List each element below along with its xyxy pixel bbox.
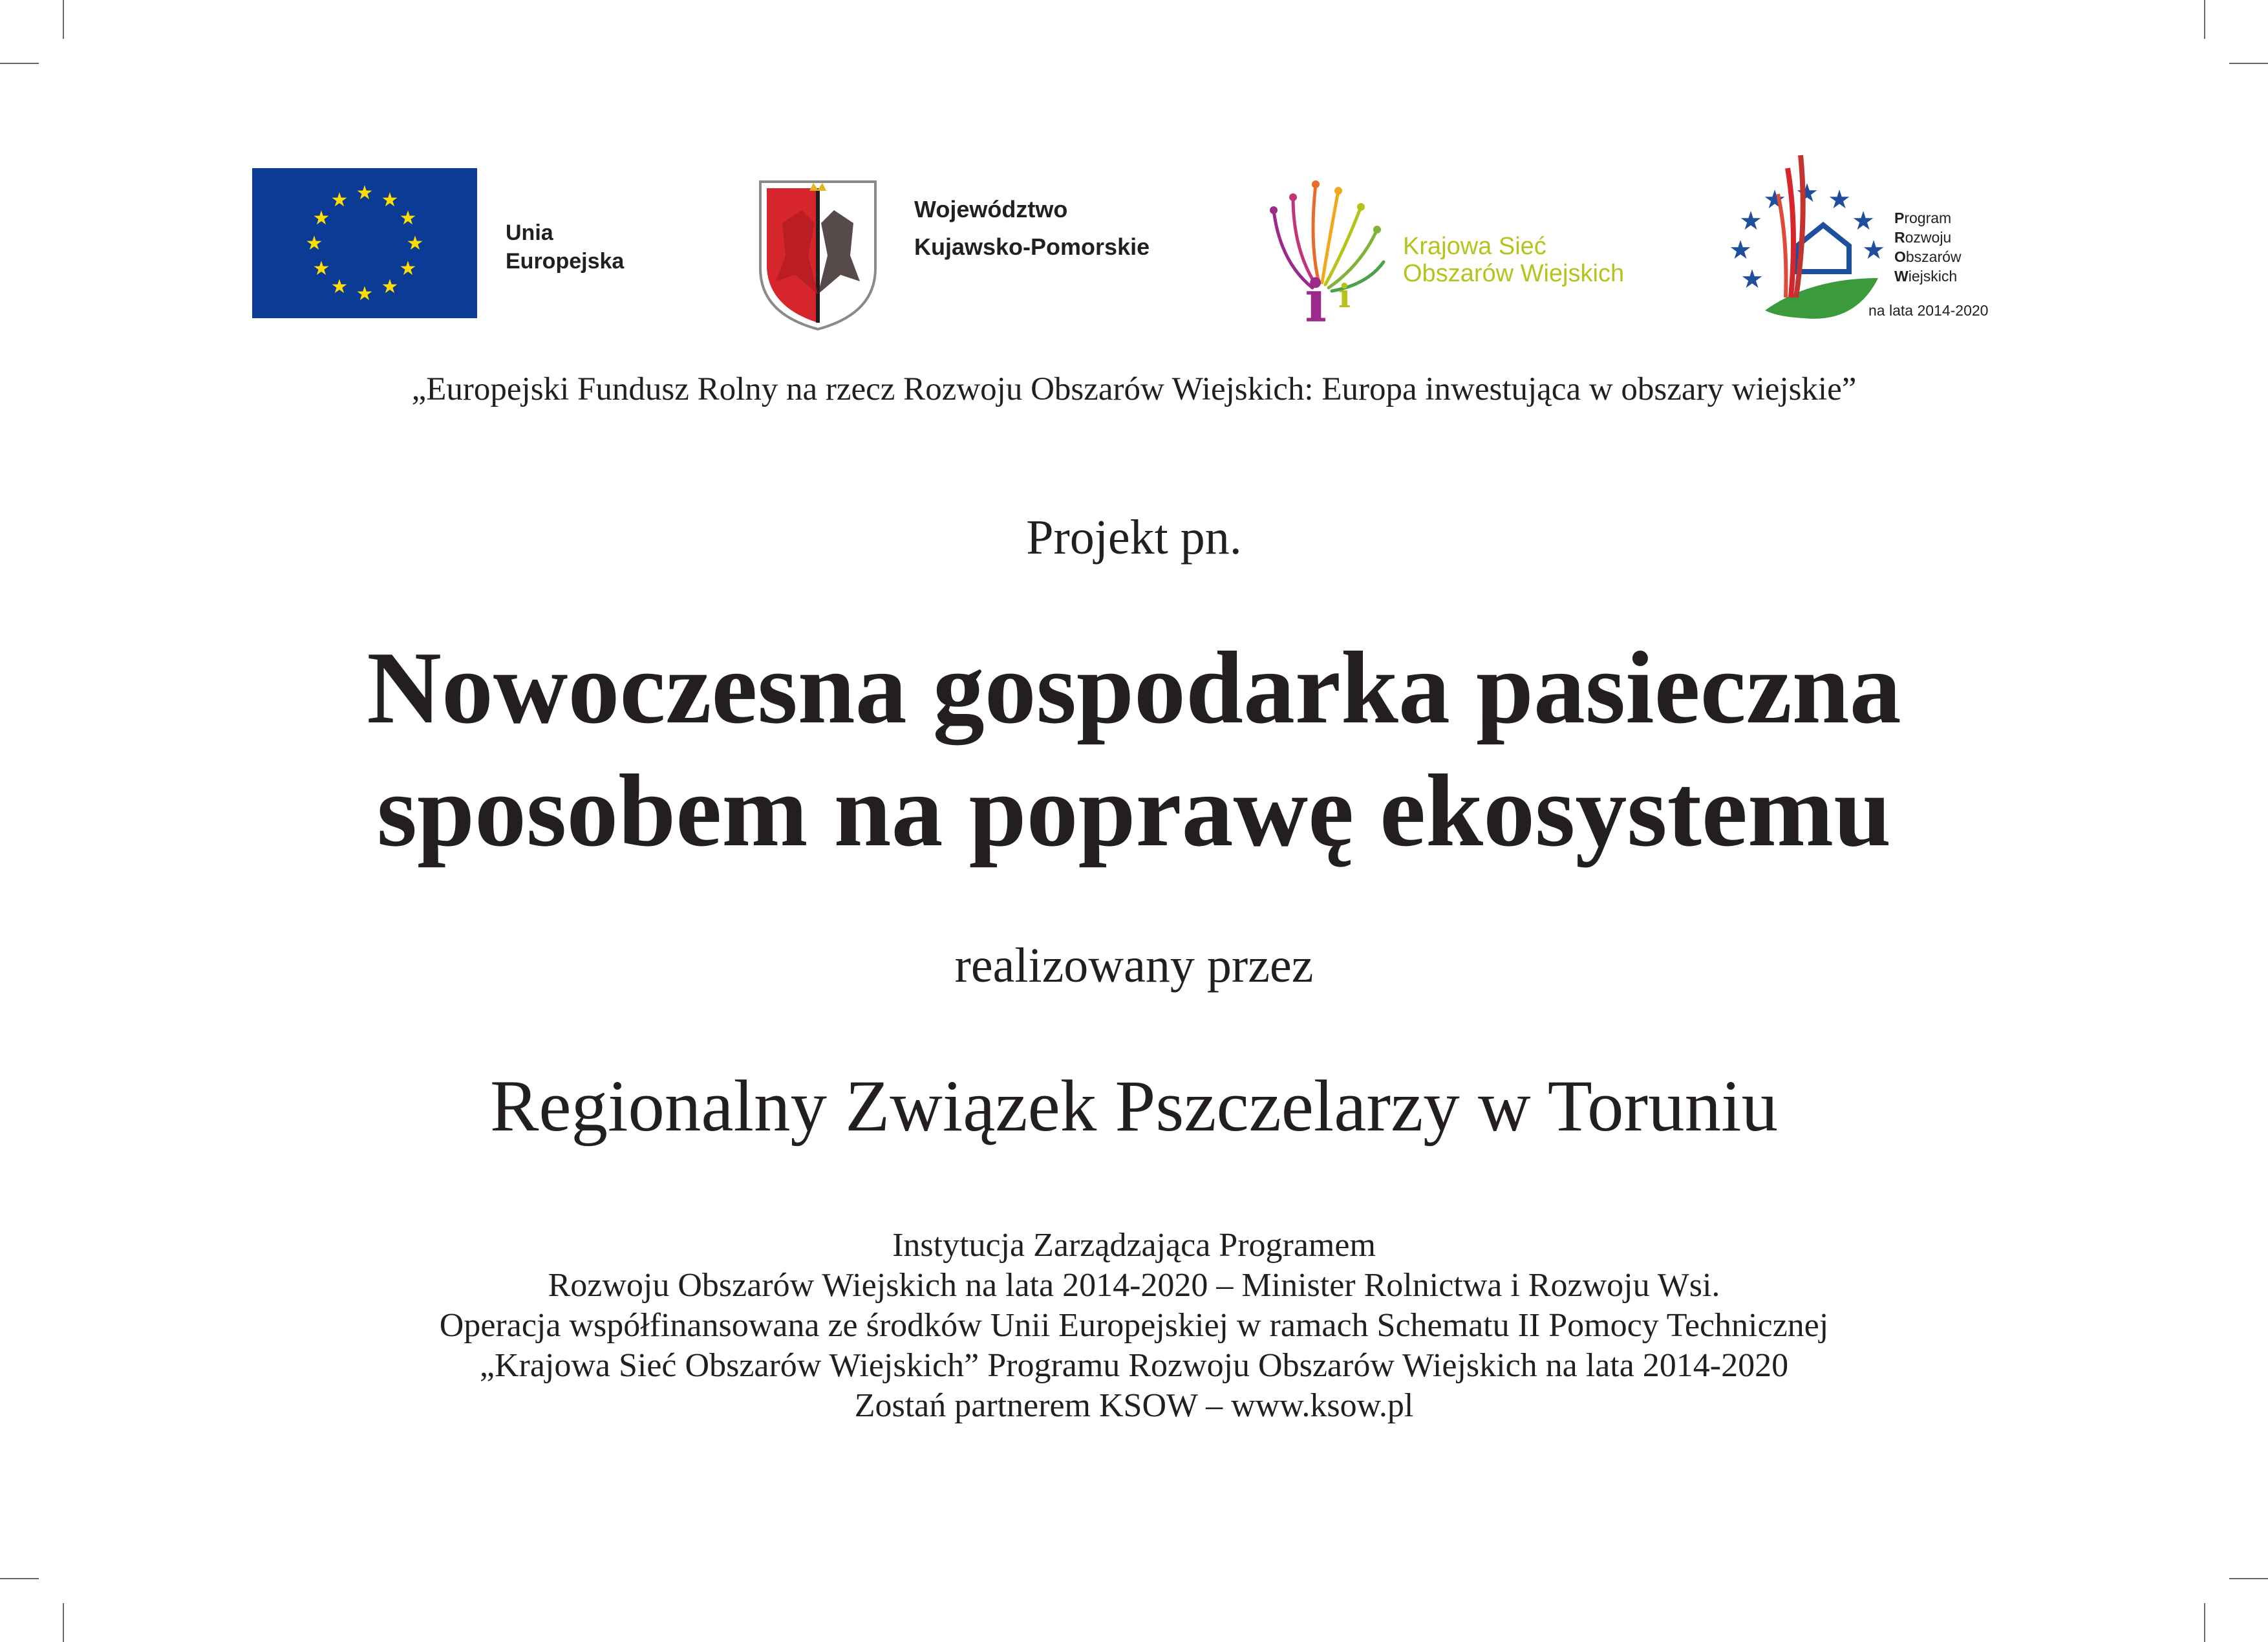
logo-bar [252,142,2011,336]
footer-line: Operacja współfinansowana ze środków Unii Europejskiej w ramach Schematu II Pomocy Technicznej [439,1307,1829,1344]
project-title-line1: Nowoczesna gospodarka pasieczna [367,630,1901,745]
svg-text:★: ★ [406,232,424,255]
svg-text:★: ★ [356,182,374,204]
prow-line1: Program [1894,210,1952,226]
svg-text:★: ★ [381,189,399,211]
eu-logo-text [506,219,674,275]
ksow-flower-icon [1254,171,1396,327]
svg-text:★: ★ [381,275,399,298]
svg-text:★: ★ [312,257,330,280]
crop-mark [2229,1578,2268,1579]
project-label: Projekt pn. [1026,510,1242,565]
eu-flag-icon [252,168,477,318]
prow-line2: Rozwoju [1894,229,1952,246]
prow-years: na lata 2014-2020 [1868,302,1989,319]
crop-mark [2229,63,2268,64]
crop-mark [0,63,39,64]
prow-logo-icon [1726,149,1894,323]
svg-text:★: ★ [356,283,374,305]
svg-text:★: ★ [399,257,417,280]
svg-text:★: ★ [1795,178,1819,208]
svg-text:★: ★ [1729,235,1752,265]
fund-quote: „Europejski Fundusz Rolny na rzecz Rozwoju Obszarów Wiejskich: Europa inwestująca w obszary wiejskie” [411,371,1857,407]
kp-line1: Województwo [914,196,1068,222]
realized-by-label: realizowany przez [954,938,1314,993]
svg-text:★: ★ [1828,185,1851,215]
organization-name: Regionalny Związek Pszczelarzy w Toruniu [490,1066,1778,1147]
eu-line2: Europejska [506,249,625,274]
prow-logo-text [1894,208,2037,286]
crop-mark [2204,0,2205,39]
svg-text:i: i [1305,267,1327,327]
svg-text:★: ★ [330,189,348,211]
svg-text:★: ★ [1852,206,1875,236]
svg-text:★: ★ [1739,206,1762,236]
crop-mark [0,1578,39,1579]
svg-text:★: ★ [399,207,417,230]
svg-text:i: i [1338,277,1351,315]
svg-text:★: ★ [330,275,348,298]
ksow-logo-text [1403,233,1674,287]
ksow-line2: Obszarów Wiejskich [1403,260,1625,287]
prow-line4: Wiejskich [1894,268,1958,285]
svg-text:★: ★ [1862,235,1885,265]
kujawsko-pomorskie-crest-icon [756,178,879,333]
svg-text:★: ★ [1763,185,1786,215]
kp-line2: Kujawsko-Pomorskie [914,233,1150,260]
footer-line: Rozwoju Obszarów Wiejskich na lata 2014-2020 – Minister Rolnictwa i Rozwoju Wsi. [548,1267,1720,1304]
prow-line3: Obszarów [1894,248,1962,265]
ksow-line1: Krajowa Sieć [1403,233,1546,260]
svg-text:★: ★ [312,207,330,230]
eu-line1: Unia [506,221,553,245]
crop-mark [63,1603,64,1642]
project-title-line2: sposobem na poprawę ekosystemu [376,753,1892,868]
crop-mark [2204,1603,2205,1642]
footer-line: Zostań partnerem KSOW – www.ksow.pl [854,1387,1414,1424]
svg-text:★: ★ [305,232,323,255]
kujawsko-pomorskie-logo-text [914,191,1212,266]
footer-line: „Krajowa Sieć Obszarów Wiejskich” Programu Rozwoju Obszarów Wiejskich na lata 2014-2020 [479,1347,1789,1384]
footer-text [0,1226,2268,1426]
svg-text:★: ★ [1740,265,1764,294]
footer-line: Instytucja Zarządzająca Programem [892,1227,1376,1264]
crop-mark [63,0,64,39]
project-title [0,626,2268,872]
